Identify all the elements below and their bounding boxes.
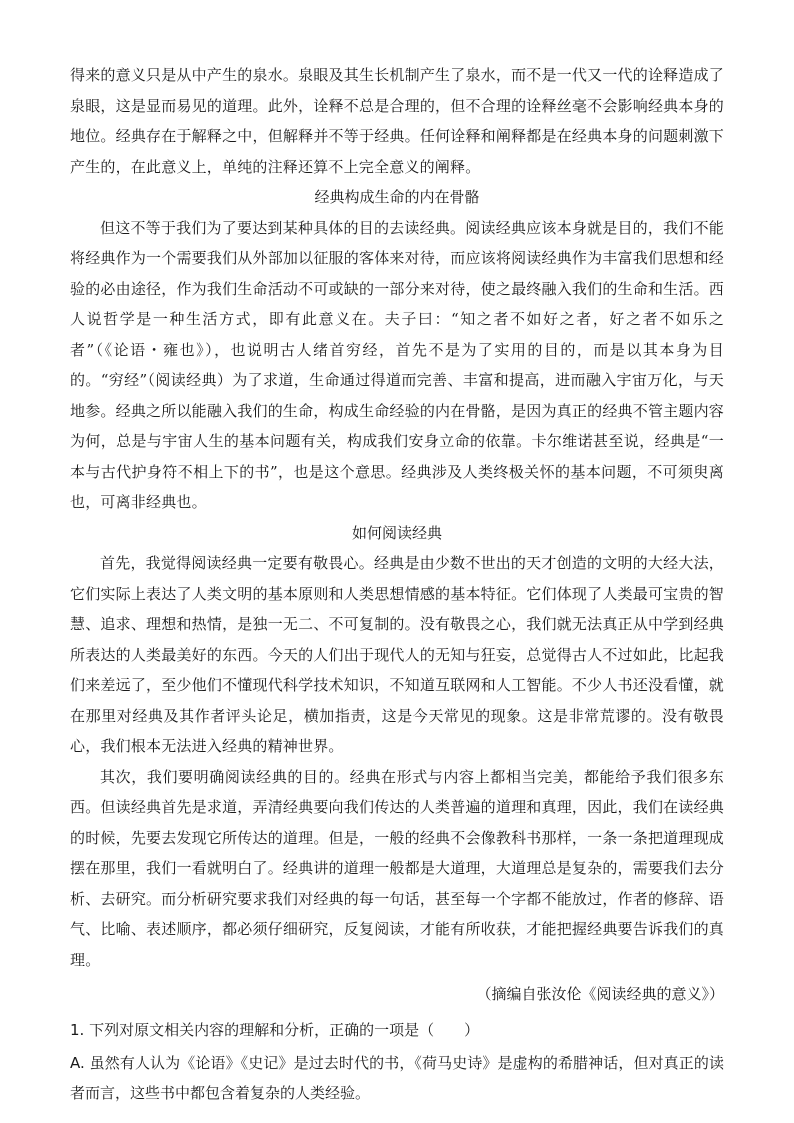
paragraph-reverence: 首先，我觉得阅读经典一定要有敬畏心。经典是由少数不世出的天才创造的文明的大经大法，它们实际上表达了人类文明的基本原则和人类思想情感的基本特征。它们体现了人类最可宝贵的智慧、追求、理想和热情，是独一无二、不可复制的。没有敬畏之心，我们就无法真正从中学到经典所表达的人类最美好的东西。今天的人们出于现代人的无知与狂妄，总觉得古人不过如此，比起我们来差远了，至少他们不懂现代科学技术知识，不知道互联网和人工智能。不少人书还没看懂，就在那里对经典及其作者评头论足，横加指责，这是今天常见的现象。这是非常荒谬的。没有敬畏心，我们根本无法进入经典的精神世界。: [70, 554, 724, 755]
document-page: [70, 60, 724, 1108]
paragraph-purpose: 其次，我们要明确阅读经典的目的。经典在形式与内容上都相当完美，都能给予我们很多东西。但读经典首先是求道，弄清经典要向我们传达的人类普遍的道理和真理，因此，我们在读经典的时候，先要去发现它所传达的道理。但是，一般的经典不会像教科书那样，一条一条把道理现成摆在那里，我们一看就明白了。经典讲的道理一般都是大道理，大道理总是复杂的，需要我们去分析、去研究。而分析研究要求我们对经典的每一句话，甚至每一个字都不能放过，作者的修辞、语气、比喻、表述顺序，都必须仔细研究，反复阅读，才能有所收获，才能把握经典要告诉我们的真理。: [70, 767, 724, 969]
source-citation: （摘编自张汝伦《阅读经典的意义》）: [476, 985, 724, 1003]
option-a: A. 虽然有人认为《论语》《史记》是过去时代的书，《荷马史诗》是虚构的希腊神话，但对真正的读者而言，这些书中都包含着复杂的人类经验。: [70, 1053, 724, 1102]
paragraph-reading-purpose: 但这不等于我们为了要达到某种具体的目的去读经典。阅读经典应该本身就是目的，我们不能将经典作为一个需要我们从外部加以征服的客体来对待，而应该将阅读经典作为丰富我们思想和经验的必由途径，作为我们生命活动不可或缺的一部分来对待，使之最终融入我们的生命和生活。西人说哲学是一种生活方式，即有此意义在。夫子曰：“知之者不如好之者，好之者不如乐之者”（《论语・雍也》），也说明古人绪首穷经，首先不是为了实用的目的，而是以其本身为目的。“穷经”（阅读经典）为了求道，生命通过得道而完善、丰富和提高，进而融入宇宙万化，与天地参。经典之所以能融入我们的生命，构成生命经验的内在骨骼，是因为真正的经典不管主题内容为何，总是与宇宙人生的基本问题有关，构成我们安身立命的依靠。卡尔维诺甚至说，经典是“一本与古代护身符不相上下的书”，也是这个意思。经典涉及人类终极关怀的基本问题，不可须臾离也，可离非经典也。: [70, 218, 724, 511]
question-stem: 1. 下列对原文相关内容的理解和分析，正确的一项是（ ）: [70, 1020, 480, 1039]
section-heading-bones: 经典构成生命的内在骨骼: [314, 188, 480, 206]
section-heading-how-to-read: 如何阅读经典: [351, 523, 442, 542]
paragraph-continuation: 得来的意义只是从中产生的泉水。泉眼及其生长机制产生了泉水，而不是一代又一代的诠释造成了泉眼，这是显而易见的道理。此外，诠释不总是合理的，但不合理的诠释丝毫不会影响经典本身的地位。经典存在于解释之中，但解释并不等于经典。任何诠释和阐释都是在经典本身的问题刺激下产生的，在此意义上，单纯的注释还算不上完全意义的阐释。: [70, 66, 724, 176]
